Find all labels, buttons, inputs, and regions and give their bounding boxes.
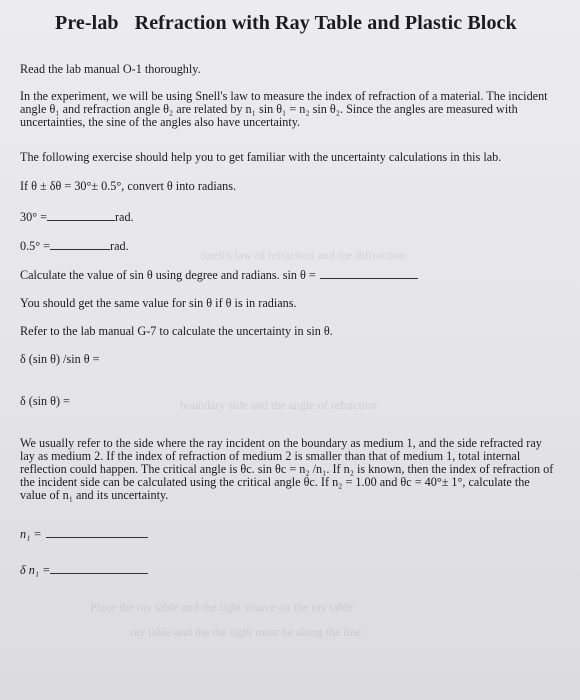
dn1-label: δ n₁ = [20,563,51,577]
intro-line-1: In the experiment, we will be using Snell's law to measure the index of refraction of a material. The incident [20,89,548,103]
critical-line-5: value of n₁ and its uncertainty. [20,488,169,502]
q30-unit: rad. [114,210,134,224]
bleed-through-text: ray table and the the light must be along the line [130,625,362,639]
q30-answer-blank[interactable] [47,210,115,221]
n1-question [20,527,148,541]
intro-line-2: angle θ₁ and refraction angle θ₂ are related by n₁ sin θ₁ = n₂ sin θ₂. Since the angles are measured with [20,102,518,116]
title-prefix: Pre-lab [55,12,119,34]
exercise-text: The following exercise should help you to get familiar with the uncertainty calculations in this lab. [20,150,502,164]
q05-label: 0.5° = [20,239,51,253]
critical-line-1: We usually refer to the side where the ray incident on the boundary as medium 1, and the side refracted ray [20,436,542,450]
dn1-question [20,563,148,577]
ratio-question: δ (sin θ) /sin θ = [20,352,100,366]
critical-line-3: reflection could happen. The critical angle is θc. sin θc = n₂ /n₁. If n₂ is known, then the index of refraction of [20,462,554,476]
n1-answer-blank[interactable] [46,527,148,538]
bleed-through-text: Snell's law of refraction and the diffraction [200,248,406,262]
intro-line-3: uncertainties, the sine of the angles also have uncertainty. [20,115,301,129]
read-instruction: Read the lab manual O-1 thoroughly. [20,62,201,76]
critical-line-2: lay as medium 2. If the index of refraction of medium 2 is smaller than that of medium 1, total internal [20,449,521,463]
sin-question-text: Calculate the value of sin θ using degree and radians. sin θ = [20,268,316,282]
dsin-question: δ (sin θ) = [20,394,70,408]
question-30-degrees [20,210,134,224]
title-main: Refraction with Ray Table and Plastic Block [134,12,517,34]
sin-question [20,268,418,282]
q30-label: 30° = [20,210,47,224]
sin-answer-blank[interactable] [320,268,418,279]
page-title [55,12,517,35]
q05-unit: rad. [110,239,129,253]
bleed-through-text: boundary side and the angle of refraction [180,398,378,412]
given-text: If θ ± δθ = 30°± 0.5°, convert θ into radians. [20,179,237,193]
dn1-answer-blank[interactable] [50,563,148,574]
refer-instruction: Refer to the lab manual G-7 to calculate the uncertainty in sin θ. [20,324,333,338]
q05-answer-blank[interactable] [50,239,110,250]
bleed-through-text: Place the ray table and the light source on the ray table [90,600,353,614]
question-05-degrees [20,239,129,253]
critical-line-4: the incident side can be calculated using the critical angle θc. If n₂ = 1.00 and θc = 40°± 1°, calculate the [20,475,530,489]
n1-label: n₁ = [20,527,42,541]
same-value-note: You should get the same value for sin θ if θ is in radians. [20,296,297,310]
